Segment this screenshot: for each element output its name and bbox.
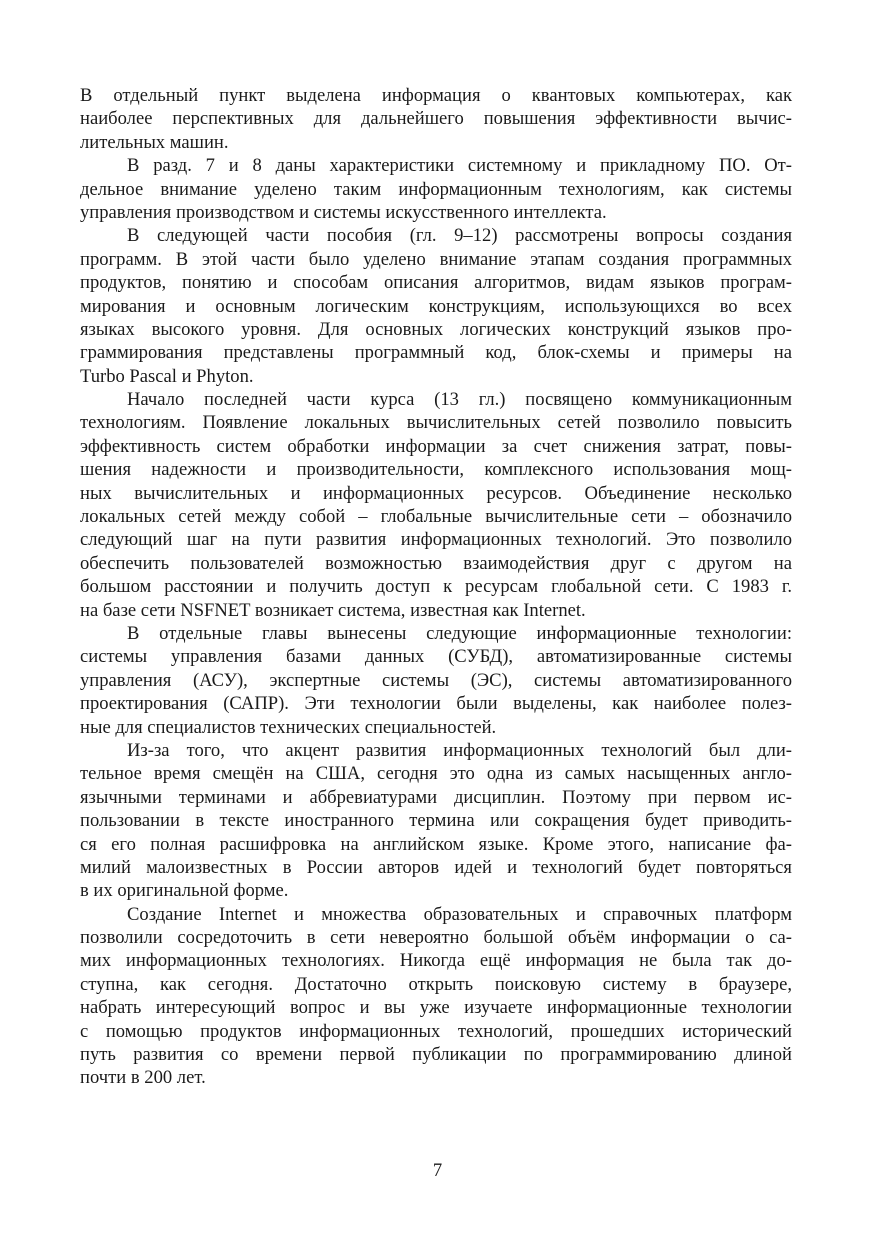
text-line: продуктов, понятию и способам описания алгоритмов, видам языков програм-	[80, 272, 792, 294]
text-line: ступна, как сегодня. Достаточно открыть поисковую систему в браузере,	[80, 973, 792, 995]
paragraph-4	[80, 388, 792, 622]
text-line: проектирования (САПР). Эти технологии были выделены, как наиболее полез-	[80, 693, 792, 715]
text-line: управления (АСУ), экспертные системы (ЭС), системы автоматизированного	[80, 669, 792, 691]
text-line: ные для специалистов технических специальностей.	[80, 716, 497, 738]
paragraph-5	[80, 622, 792, 739]
text-line: ся его полная расшифровка на английском языке. Кроме этого, написание фа-	[80, 833, 792, 855]
text-line: эффективность систем обработки информации за счет снижения затрат, повы-	[80, 435, 792, 457]
text-line: Из-за того, что акцент развития информационных технологий был дли-	[127, 739, 792, 761]
text-line: В следующей части пособия (гл. 9–12) рассмотрены вопросы создания	[127, 225, 792, 247]
paragraph-2	[80, 154, 792, 224]
text-line: следующий шаг на пути развития информационных технологий. Это позволило	[80, 529, 792, 551]
text-line: большом расстоянии и получить доступ к ресурсам глобальной сети. С 1983 г.	[80, 576, 792, 598]
text-line: граммирования представлены программный код, блок-схемы и примеры на	[80, 342, 792, 364]
text-line: программ. В этой части было уделено внимание этапам создания программных	[80, 248, 792, 270]
text-line: языках высокого уровня. Для основных логических конструкций языков про-	[80, 318, 792, 340]
paragraph-3	[80, 224, 792, 388]
text-line: пользовании в тексте иностранного термина или сокращения будет приводить-	[80, 810, 792, 832]
text-line: В отдельные главы вынесены следующие информационные технологии:	[127, 622, 792, 644]
page-number: 7	[432, 1160, 443, 1181]
text-line: Turbo Pascal и Phyton.	[80, 365, 254, 387]
text-line: управления производством и системы искусственного интеллекта.	[80, 201, 607, 223]
text-line: мирования и основным логическим конструкциям, использующихся во всех	[80, 295, 792, 317]
paragraph-7	[80, 903, 792, 1090]
text-line: набрать интересующий вопрос и вы уже изучаете информационные технологии	[80, 997, 792, 1019]
text-line: позволили сосредоточить в сети невероятно большой объём информации о са-	[80, 927, 792, 949]
text-line: с помощью продуктов информационных технологий, прошедших исторический	[80, 1020, 792, 1042]
text-line: В разд. 7 и 8 даны характеристики системному и прикладному ПО. От-	[127, 155, 792, 177]
text-line: дельное внимание уделено таким информационным технологиям, как системы	[80, 178, 792, 200]
text-line: лительных машин.	[80, 131, 229, 153]
text-line: язычными терминами и аббревиатурами дисциплин. Поэтому при первом ис-	[80, 786, 792, 808]
text-line: обеспечить пользователей возможностью взаимодействия друг с другом на	[80, 552, 792, 574]
text-line: системы управления базами данных (СУБД), автоматизированные системы	[80, 646, 792, 668]
text-line: мих информационных технологиях. Никогда ещё информация не была так до-	[80, 950, 792, 972]
text-line: Создание Internet и множества образовательных и справочных платформ	[127, 903, 792, 925]
text-line: Начало последней части курса (13 гл.) посвящено коммуникационным	[127, 389, 792, 411]
text-line: В отдельный пункт выделена информация о квантовых компьютерах, как	[80, 85, 792, 106]
text-line: технологиям. Появление локальных вычислительных сетей позволило повысить	[80, 412, 792, 434]
paragraph-1	[80, 84, 792, 154]
text-line: шения надежности и производительности, комплексного использования мощ-	[80, 459, 792, 481]
text-line: милий малоизвестных в России авторов идей и технологий будет повторяться	[80, 856, 792, 878]
text-line: локальных сетей между собой – глобальные вычислительные сети – обозначило	[80, 506, 792, 528]
text-line: путь развития со времени первой публикации по программированию длиной	[80, 1044, 792, 1066]
text-line: почти в 200 лет.	[80, 1067, 206, 1089]
text-line: в их оригинальной форме.	[80, 880, 289, 902]
text-line: наиболее перспективных для дальнейшего повышения эффективности вычис-	[80, 108, 792, 130]
text-line: на базе сети NSFNET возникает система, известная как Internet.	[80, 599, 586, 621]
text-line: тельное время смещён на США, сегодня это одна из самых насыщенных англо-	[80, 763, 792, 785]
text-line: ных вычислительных и информационных ресурсов. Объединение несколько	[80, 482, 792, 504]
body-text	[80, 84, 792, 1090]
paragraph-6	[80, 739, 792, 903]
